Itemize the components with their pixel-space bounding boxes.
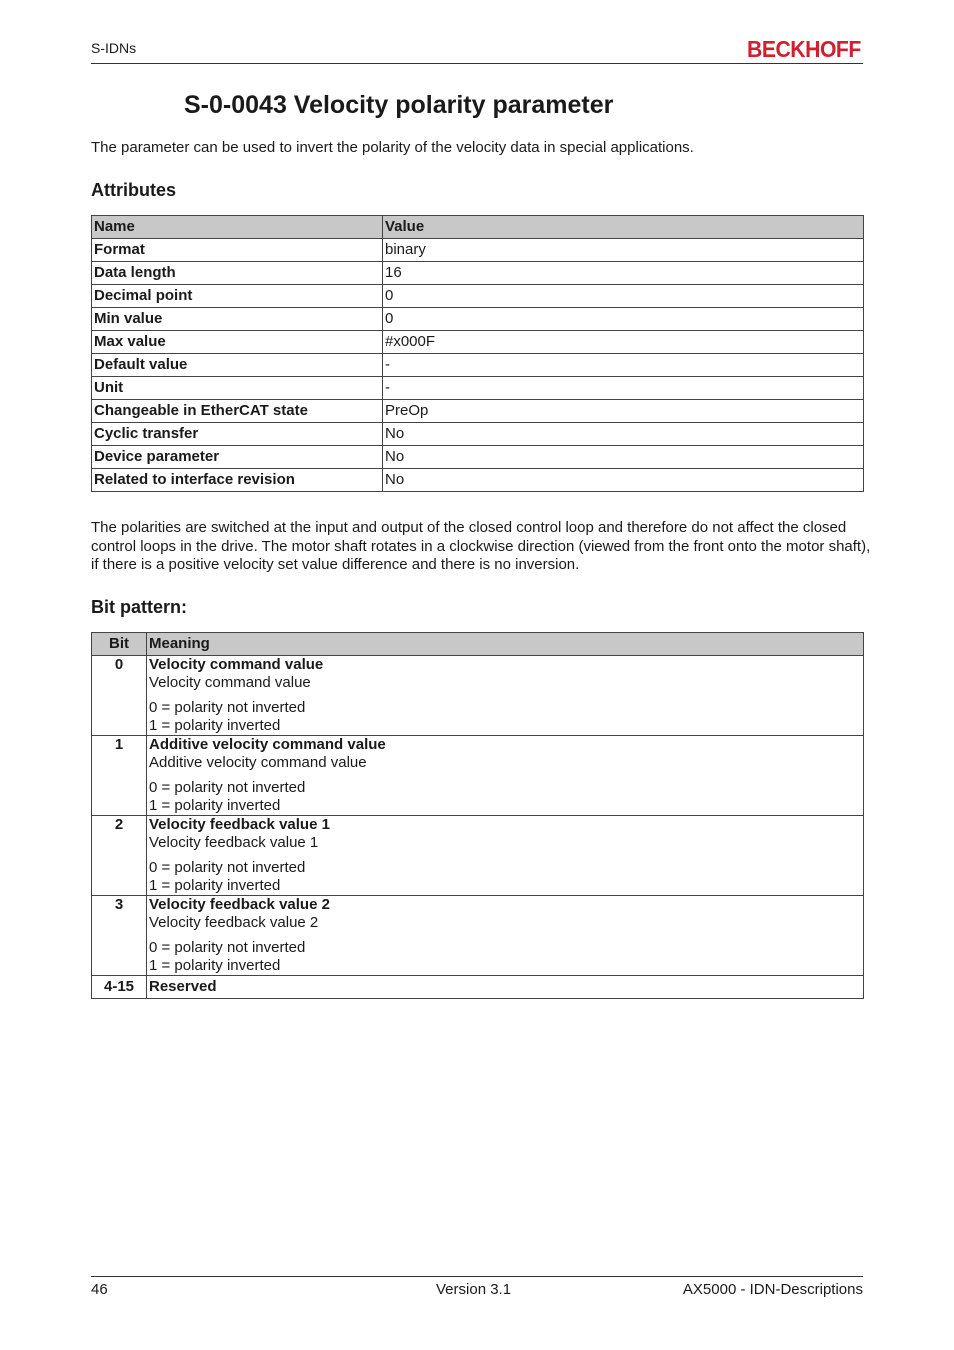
- table-row: [92, 331, 864, 354]
- bit-title: Additive velocity command value: [149, 736, 386, 753]
- attr-name: Data length: [92, 262, 383, 285]
- bit-value-0: 0 = polarity not inverted: [149, 939, 306, 956]
- bit-meaning: [147, 816, 864, 896]
- column-header-meaning: Meaning: [147, 633, 864, 656]
- table-row: [92, 377, 864, 400]
- footer-divider: [91, 1276, 863, 1277]
- attr-name: Min value: [92, 308, 383, 331]
- beckhoff-logo: BECKHOFF: [747, 36, 861, 62]
- table-row: [92, 262, 864, 285]
- table-row: [92, 239, 864, 262]
- table-row: [92, 354, 864, 377]
- page-title: S-0-0043 Velocity polarity parameter: [184, 91, 614, 119]
- attr-value: No: [383, 423, 864, 446]
- bit-value-1: 1 = polarity inverted: [149, 957, 281, 974]
- bit-title: Reserved: [147, 976, 864, 999]
- attr-name: Device parameter: [92, 446, 383, 469]
- attr-name: Related to interface revision: [92, 469, 383, 492]
- document-name: AX5000 - IDN-Descriptions: [682, 1281, 863, 1298]
- table-row: [92, 400, 864, 423]
- table-row: [92, 469, 864, 492]
- attributes-table: [91, 215, 864, 492]
- column-header-value: Value: [383, 216, 864, 239]
- attr-value: -: [383, 354, 864, 377]
- bit-value-1: 1 = polarity inverted: [149, 797, 281, 814]
- bit-header-row: [92, 633, 864, 656]
- description-paragraph: The polarities are switched at the input and output of the closed control loop and therefore do not affect the closed control loops in the drive. The motor shaft rotates in a clockwise direction (viewed from the front onto the motor shaft), if there is a positive velocity set value difference and there is no inversion.: [91, 519, 871, 573]
- table-row: [92, 285, 864, 308]
- bit-description: Additive velocity command value: [149, 754, 367, 771]
- bit-meaning: [147, 656, 864, 736]
- bit-value-1: 1 = polarity inverted: [149, 717, 281, 734]
- attr-name: Default value: [92, 354, 383, 377]
- attr-name: Unit: [92, 377, 383, 400]
- attr-name: Max value: [92, 331, 383, 354]
- attr-value: 0: [383, 285, 864, 308]
- bit-description: Velocity command value: [149, 674, 311, 691]
- table-row: [92, 816, 864, 896]
- attr-value: -: [383, 377, 864, 400]
- column-header-name: Name: [92, 216, 383, 239]
- bit-description: Velocity feedback value 1: [149, 834, 319, 851]
- attr-value: PreOp: [383, 400, 864, 423]
- bit-number: 2: [92, 816, 147, 896]
- attr-value: 16: [383, 262, 864, 285]
- attr-value: #x000F: [383, 331, 864, 354]
- bit-number: 0: [92, 656, 147, 736]
- bit-description: Velocity feedback value 2: [149, 914, 319, 931]
- table-row: [92, 976, 864, 999]
- attr-name: Decimal point: [92, 285, 383, 308]
- bit-value-0: 0 = polarity not inverted: [149, 699, 306, 716]
- bit-meaning: [147, 896, 864, 976]
- attr-value: 0: [383, 308, 864, 331]
- table-row: [92, 656, 864, 736]
- bit-number: 1: [92, 736, 147, 816]
- column-header-bit: Bit: [92, 633, 147, 656]
- bit-value-1: 1 = polarity inverted: [149, 877, 281, 894]
- bit-number: 3: [92, 896, 147, 976]
- table-row: [92, 446, 864, 469]
- attr-value: No: [383, 469, 864, 492]
- attributes-heading: Attributes: [91, 180, 176, 200]
- page-number: 46: [91, 1281, 108, 1298]
- bit-title: Velocity command value: [149, 656, 324, 673]
- table-row: [92, 736, 864, 816]
- bit-meaning: [147, 736, 864, 816]
- bit-title: Velocity feedback value 1: [149, 816, 330, 833]
- intro-text: The parameter can be used to invert the polarity of the velocity data in special applications.: [91, 139, 694, 156]
- document-version: Version 3.1: [436, 1281, 512, 1298]
- table-row: [92, 896, 864, 976]
- attr-name: Changeable in EtherCAT state: [92, 400, 383, 423]
- bit-pattern-table: [91, 632, 864, 999]
- attr-value: binary: [383, 239, 864, 262]
- bit-title: Velocity feedback value 2: [149, 896, 330, 913]
- bit-value-0: 0 = polarity not inverted: [149, 859, 306, 876]
- header-section-label: S-IDNs: [91, 40, 137, 56]
- attr-name: Cyclic transfer: [92, 423, 383, 446]
- table-row: [92, 308, 864, 331]
- bit-pattern-heading: Bit pattern:: [91, 597, 187, 617]
- bit-value-0: 0 = polarity not inverted: [149, 779, 306, 796]
- bit-number: 4-15: [92, 976, 147, 999]
- attr-name: Format: [92, 239, 383, 262]
- header-divider: [91, 63, 863, 64]
- attr-value: No: [383, 446, 864, 469]
- attributes-header-row: [92, 216, 864, 239]
- table-row: [92, 423, 864, 446]
